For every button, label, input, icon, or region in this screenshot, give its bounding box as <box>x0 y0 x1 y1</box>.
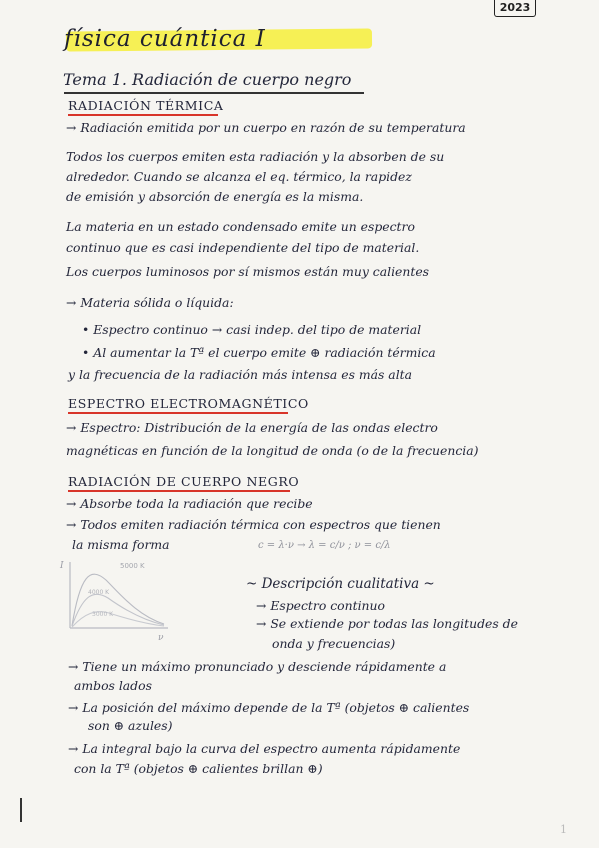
thermal-line-5: La materia en un estado condensado emite un espectro <box>66 219 415 234</box>
thermal-line-3: alrededor. Cuando se alcanza el eq. térmico, la rapidez <box>66 169 412 184</box>
blackbody-spectrum-sketch <box>58 556 188 642</box>
curve-label-4000: 4000 K <box>88 589 110 596</box>
section-underline-blackbody <box>68 490 290 492</box>
blackbody-more-3: → La posición del máximo depende de la Tª (objetos ⊕ calientes <box>68 700 470 715</box>
qualitative-line-1: → Espectro continuo <box>256 598 385 613</box>
curve-4000k <box>72 594 164 626</box>
year-box: 2023 <box>494 0 536 17</box>
thermal-line-4: de emisión y absorción de energía es la misma. <box>66 189 364 204</box>
section-underline-em <box>68 412 288 414</box>
blackbody-more-4: son ⊕ azules) <box>88 718 173 733</box>
blackbody-more-1: → Tiene un máximo pronunciado y desciende rápidamente a <box>68 659 447 674</box>
thermal-line-7: Los cuerpos luminosos por sí mismos están muy calientes <box>66 264 430 279</box>
qualitative-heading: ~ Descripción cualitativa ~ <box>246 576 435 592</box>
blackbody-more-6: con la Tª (objetos ⊕ calientes brillan ⊕) <box>74 761 323 776</box>
thermal-line-2: Todos los cuerpos emiten esta radiación y la absorben de su <box>66 149 445 164</box>
section-heading-em: ESPECTRO ELECTROMAGNÉTICO <box>68 396 309 411</box>
thermal-line-9: • Espectro continuo → casi indep. del tipo de material <box>82 322 422 337</box>
section-heading-blackbody: RADIACIÓN DE CUERPO NEGRO <box>68 474 300 489</box>
qualitative-line-3: onda y frecuencias) <box>272 636 396 651</box>
curve-3000k <box>72 612 164 627</box>
thermal-line-10: • Al aumentar la Tª el cuerpo emite ⊕ radiación térmica <box>82 345 436 360</box>
page-title: física cuántica I <box>64 26 266 52</box>
thermal-line-6: continuo que es casi independiente del tipo de material. <box>66 240 420 255</box>
topic-heading: Tema 1. Radiación de cuerpo negro <box>63 70 352 89</box>
thermal-line-1: → Radiación emitida por un cuerpo en razón de su temperatura <box>66 120 466 135</box>
blackbody-more-2: ambos lados <box>74 678 152 693</box>
blackbody-more-5: → La integral bajo la curva del espectro aumenta rápidamente <box>68 741 461 756</box>
paper-edge-mark <box>20 798 22 822</box>
em-line-2: magnéticas en función de la longitud de onda (o de la frecuencia) <box>66 443 479 458</box>
axis-y-label: I <box>60 561 64 571</box>
page-number: 1 <box>560 823 567 836</box>
wave-formula: c = λ·ν → λ = c/ν ; ν = c/λ <box>258 540 391 551</box>
section-heading-thermal: RADIACIÓN TÉRMICA <box>68 98 224 113</box>
curve-label-3000: 3000 K <box>92 611 114 618</box>
curve-label-5000: 5000 K <box>120 562 145 570</box>
axis-x-label: ν <box>158 633 164 642</box>
topic-underline <box>64 92 364 94</box>
em-line-1: → Espectro: Distribución de la energía de las ondas electro <box>66 420 438 435</box>
blackbody-line-2: → Todos emiten radiación térmica con espectros que tienen <box>66 517 441 532</box>
qualitative-line-2: → Se extiende por todas las longitudes de <box>256 616 518 631</box>
blackbody-line-1: → Absorbe toda la radiación que recibe <box>66 496 313 511</box>
blackbody-line-3: la misma forma <box>72 537 170 552</box>
section-underline-thermal <box>68 114 218 116</box>
thermal-line-8: → Materia sólida o líquida: <box>66 295 234 310</box>
thermal-line-11: y la frecuencia de la radiación más intensa es más alta <box>68 367 413 382</box>
